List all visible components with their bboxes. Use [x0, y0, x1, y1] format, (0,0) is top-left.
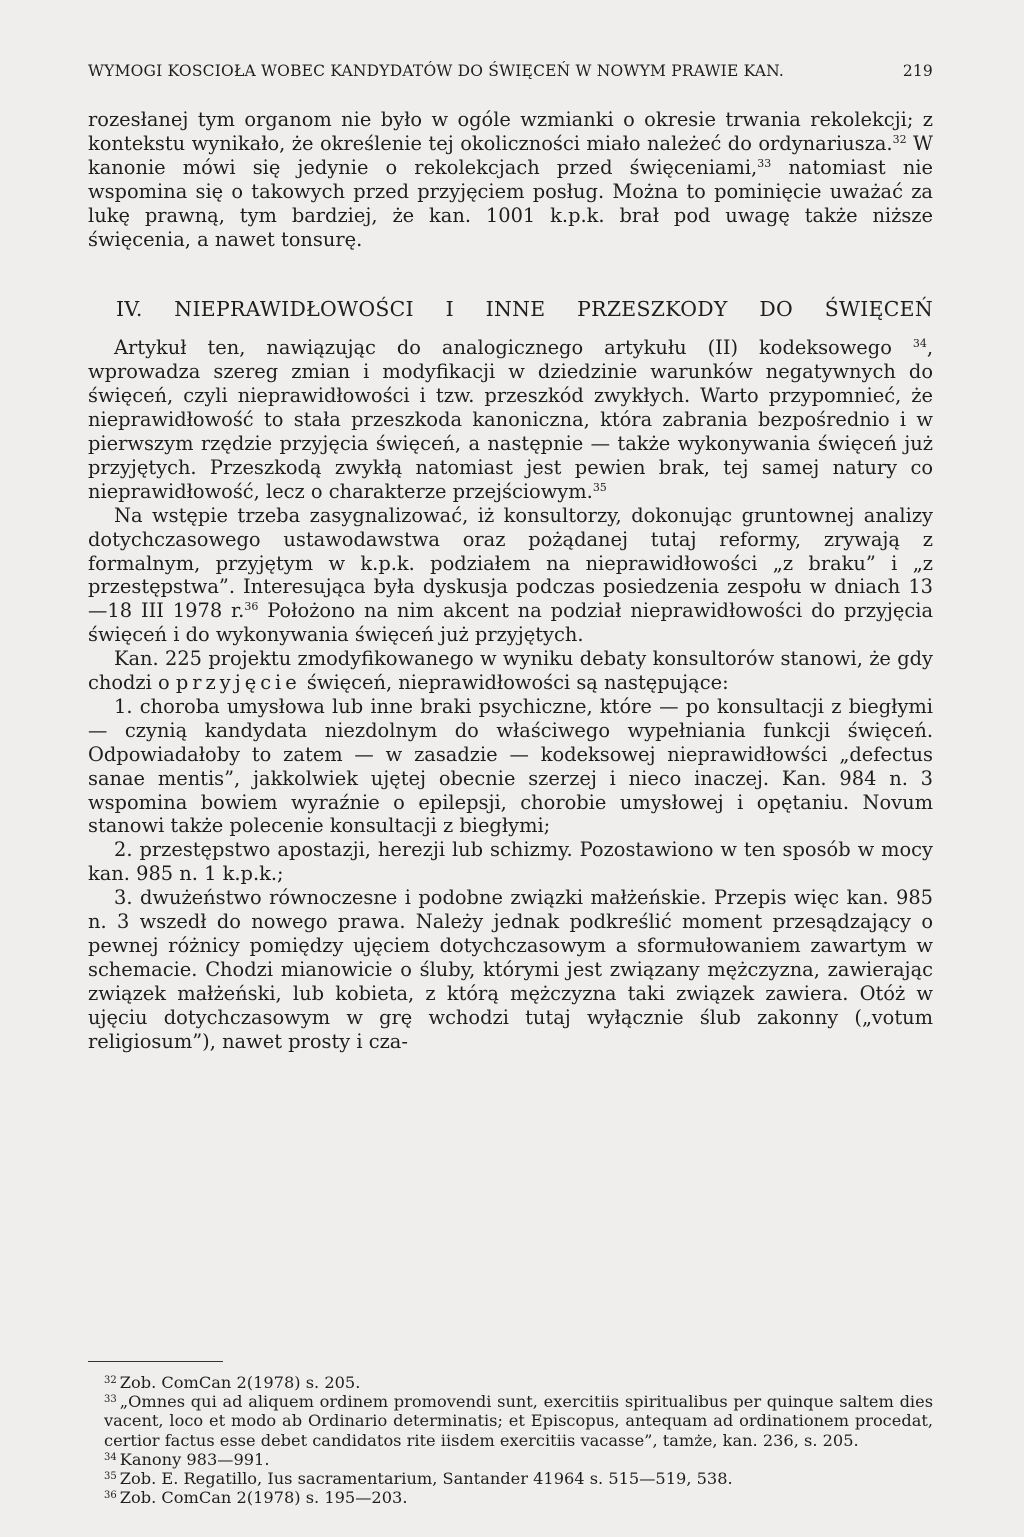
intro-text-c: natomiast nie wspomina się o takowych przed przyjęciem posług. Można to pominięcie uważać za lukę prawną, tym bardziej, że kan. 1001 k.p.k. brał pod uwagę także niższe święcenia, a nawet tonsurę.	[88, 155, 933, 251]
footnote-ref-33[interactable]: 33	[757, 156, 772, 170]
section-heading: IV. NIEPRAWIDŁOWOŚCI I INNE PRZESZKODY DO ŚWIĘCEŃ	[116, 297, 933, 322]
footnote-ref-32[interactable]: 32	[892, 132, 907, 146]
main-text	[88, 108, 933, 1054]
p2-text-b: Położono na nim akcent na podział nieprawidłowości do przyjęcia święceń i do wykonywania święceń już przyjętych.	[88, 599, 934, 647]
footnote-text: „Omnes qui ad aliquem ordinem promovendi sunt, exercitiis spiritualibus per quinque saltem dies vacent, loco et modo ab Ordinario determinatis; et Episcopus, antequam ad ordinationem procedat, certior factus esse debet candidatos rite iisdem exercitiis vacasse”, tamże, kan. 236, s. 205.	[104, 1392, 933, 1450]
footnote-number: 34	[104, 1451, 117, 1463]
intro-text-b: W kanonie mówi się jedynie o rekolekcjach przed święceniami,	[88, 131, 933, 179]
intro-paragraph	[88, 108, 933, 251]
footnote-text: Zob. ComCan 2(1978) s. 195—203.	[119, 1488, 408, 1508]
footnote-text: Zob. E. Regatillo, Ius sacramentarium, Santander 41964 s. 515—519, 538.	[119, 1469, 733, 1489]
p2-text-a: Na wstępie trzeba zasygnalizować, iż konsultorzy, dokonując gruntownej analizy dotychczasowego ustawodawstwa oraz pożądanej tutaj reformy, zrywają z formalnym, przyjętym w k.p.k. podziałem na nieprawidłowości „z braku” i „z przestępstwa”. Interesująca była dyskusja podczas posiedzenia zespołu w dniach 13—18 III 1978 r.	[88, 503, 933, 623]
footnote-text: Kanony 983—991.	[119, 1449, 270, 1469]
footnote-number: 35	[104, 1471, 117, 1483]
intro-text-a: rozesłanej tym organom nie było w ogóle wzmianki o okresie trwania rekolekcji; z kontekstu wynikało, że określenie tej okoliczności miało należeć do ordynariusza.	[88, 108, 933, 155]
list-item-1: 1. choroba umysłowa lub inne braki psychiczne, które — po konsultacji z biegłymi — czynią kandydata niezdolnym do właściwego wypełniania funkcji święceń. Odpowiadałoby to zatem — w zasadzie — kodeksowej nieprawidłowści „defectus sanae mentis”, jakkolwiek ujętej obecnie szerzej i nieco inaczej. Kan. 984 n. 3 wspomina bowiem wyraźnie o epilepsji, chorobie umysłowej i opętaniu. Novum stanowi także polecenie konsultacji z biegłymi;	[88, 694, 933, 838]
footnote-35	[88, 1469, 933, 1488]
p3-text-b: święceń, nieprawidłowości są następujące:	[300, 671, 729, 695]
footnote-ref-35[interactable]: 35	[592, 480, 607, 494]
footnote-ref-34[interactable]: 34	[912, 337, 927, 351]
footnote-32	[88, 1373, 933, 1392]
p3-text-a: Kan. 225 projektu zmodyfikowanego w wyniku debaty konsultorów stanowi, że gdy chodzi o	[88, 647, 933, 695]
footnote-34	[88, 1450, 933, 1469]
paragraph-1	[88, 336, 933, 503]
footnote-33	[88, 1392, 933, 1450]
list-item-3: 3. dwużeństwo równoczesne i podobne związki małżeńskie. Przepis więc kan. 985 n. 3 wszedł do nowego prawa. Należy jednak podkreślić moment przesądzający o pewnej różnicy pomiędzy ujęciem dotychczasowym a sformułowaniem zawartym w schemacie. Chodzi mianowicie o śluby, którymi jest związany mężczyzna, zawierając związek małżeński, lub kobieta, z którą mężczyzna taki związek zawiera. Otóż w ujęciu dotychczasowym w grę wchodzi tutaj wyłącznie ślub zakonny („votum religiosum”), nawet prosty i cza-	[88, 886, 933, 1053]
running-head	[88, 62, 933, 80]
footnote-number: 32	[104, 1375, 117, 1386]
page-number: 219	[902, 62, 933, 80]
footnote-text: Zob. ComCan 2(1978) s. 205.	[119, 1373, 361, 1392]
footnote-ref-36[interactable]: 36	[244, 600, 259, 614]
paragraph-2	[88, 504, 933, 647]
list-item-2: 2. przestępstwo apostazji, herezji lub schizmy. Pozostawiono w ten sposób w mocy kan. 985 n. 1 k.p.k.;	[88, 838, 933, 886]
running-head-title: WYMOGI KOSCIOŁA WOBEC KANDYDATÓW DO ŚWIĘCEŃ W NOWYM PRAWIE KAN.	[88, 62, 785, 80]
footnote-divider	[88, 1361, 223, 1362]
p1-text-b: , wprowadza szereg zmian i modyfikacji w dziedzinie warunków negatywnych do święceń, czyli nieprawidłowości i tzw. przeszkód zwykłych. Warto przypomnieć, że nieprawidłowość to stała przeszkoda kanoniczna, która zabrania bezpośrednio i w pierwszym rzędzie przyjęcia święceń, a następnie — także wykonywania święceń już przyjętych. Przeszkodą zwykłą natomiast jest pewien brak, tej samej natury co nieprawidłowość, lecz o charakterze przejściowym.	[88, 336, 933, 503]
paragraph-3	[88, 647, 933, 695]
p1-text-a: Artykuł ten, nawiązując do analogicznego artykułu (II) kodeksowego	[114, 336, 892, 360]
footnotes	[88, 1373, 933, 1507]
footnote-number: 36	[104, 1490, 117, 1502]
footnote-number: 33	[104, 1394, 117, 1406]
footnote-36	[88, 1488, 933, 1507]
emphasis-przyjecie: przyjęcie	[175, 671, 301, 695]
